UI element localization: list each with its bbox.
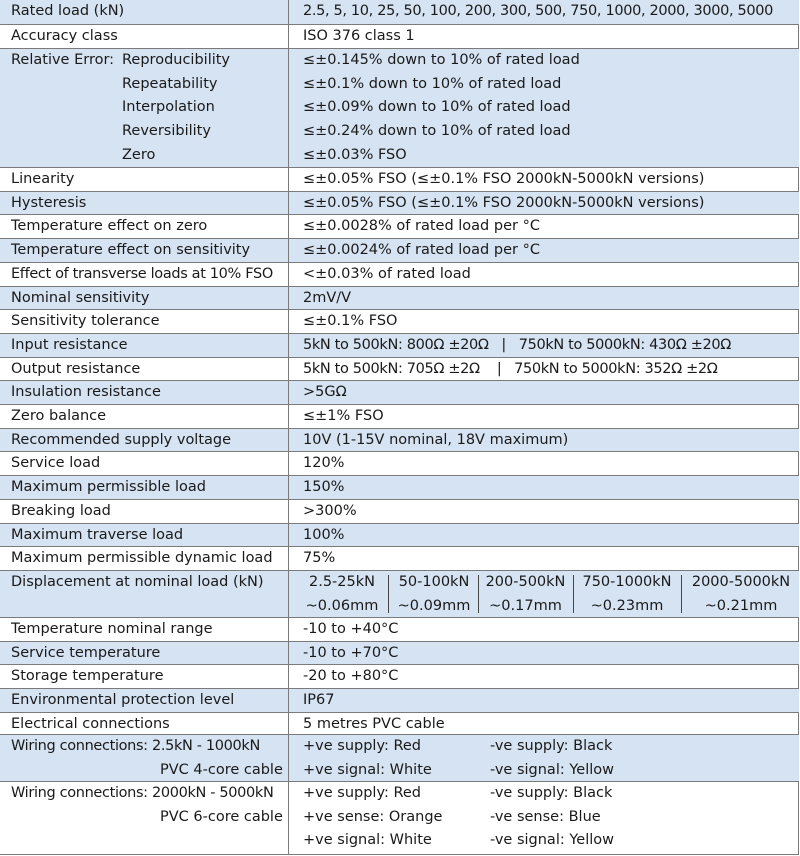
spec-value: 75%: [303, 550, 336, 567]
wire-negative: -ve sense: Blue: [490, 808, 601, 825]
spec-label: Relative Error:: [11, 52, 115, 68]
spec-value: 10V (1-15V nominal, 18V maximum): [303, 431, 569, 448]
spec-label: Input resistance: [11, 336, 128, 353]
displacement-range: 50-100kN: [398, 574, 470, 590]
spec-value: ≤±0.09% down to 10% of rated load: [303, 99, 571, 116]
sub-label: Zero: [122, 146, 156, 163]
spec-row: [0, 214, 799, 238]
sub-label: Repeatability: [122, 75, 218, 92]
spec-value: 2.5, 5, 10, 25, 50, 100, 200, 300, 500, 750, 1000, 2000, 3000, 5000: [303, 3, 774, 19]
spec-value: -10 to +40°C: [303, 621, 399, 637]
spec-row-relative-error: [0, 48, 799, 167]
spec-label: Rated load (kN): [11, 3, 125, 19]
spec-value: ≤±0.03% FSO: [303, 146, 407, 163]
spec-label: Displacement at nominal load (kN): [11, 574, 264, 590]
spec-row: [0, 167, 799, 191]
spec-label: Output resistance: [11, 360, 141, 377]
spec-label: Recommended supply voltage: [11, 431, 232, 448]
spec-value: -20 to +80°C: [303, 668, 399, 685]
spec-label: Temperature nominal range: [11, 621, 213, 637]
spec-row: [0, 333, 799, 357]
displacement-range: 750-1000kN: [582, 574, 672, 590]
spec-value: ≤±0.1% down to 10% of rated load: [303, 75, 562, 92]
displacement-value: ~0.09mm: [397, 597, 471, 614]
spec-label: Accuracy class: [11, 28, 118, 44]
spec-value: ≤±0.24% down to 10% of rated load: [303, 123, 571, 140]
spec-label: Breaking load: [11, 502, 111, 519]
spec-label: Effect of transverse loads at 10% FSO: [11, 265, 273, 282]
spec-row-wiring-4core: [0, 734, 799, 781]
spec-row: [0, 523, 799, 547]
sub-label: Reproducibility: [122, 52, 231, 68]
spec-value: ISO 376 class 1: [303, 28, 415, 44]
spec-value: 5kN to 500kN: 800Ω ±20Ω | 750kN to 5000kN: 430Ω ±20Ω: [303, 336, 732, 353]
spec-value: ≤±0.05% FSO (≤±0.1% FSO 2000kN-5000kN versions): [303, 171, 705, 187]
wiring-label: Wiring connections: 2000kN - 5000kN: [11, 785, 274, 801]
displacement-value: ~0.06mm: [305, 597, 379, 614]
spec-label: Temperature effect on sensitivity: [11, 242, 251, 259]
spec-row: [0, 262, 799, 286]
spec-label: Maximum permissible load: [11, 479, 206, 496]
spec-label: Hysteresis: [11, 194, 87, 211]
wiring-label: Wiring connections: 2.5kN - 1000kN: [11, 738, 260, 754]
spec-value: 5 metres PVC cable: [303, 715, 445, 732]
cable-type: PVC 6-core cable: [160, 808, 283, 825]
spec-row: [0, 499, 799, 523]
spec-label: Service load: [11, 455, 101, 472]
spec-value: ≤±1% FSO: [303, 408, 384, 424]
column-divider: [288, 0, 289, 855]
spec-value: ≤±0.0024% of rated load per °C: [303, 242, 540, 259]
spec-label: Temperature effect on zero: [11, 218, 208, 235]
spec-label: Nominal sensitivity: [11, 289, 150, 306]
spec-row: [0, 191, 799, 215]
spec-value: 100%: [303, 526, 345, 543]
displacement-value: ~0.17mm: [489, 597, 562, 614]
spec-row: [0, 641, 799, 665]
spec-row: [0, 712, 799, 734]
spec-label: Maximum traverse load: [11, 526, 184, 543]
wire-positive: +ve supply: Red: [303, 785, 422, 801]
spec-row: [0, 688, 799, 712]
spec-label: Zero balance: [11, 408, 107, 424]
spec-label: Insulation resistance: [11, 384, 161, 401]
wire-positive: +ve sense: Orange: [303, 808, 443, 825]
spec-value: ≤±0.05% FSO (≤±0.1% FSO 2000kN-5000kN versions): [303, 194, 705, 211]
displacement-value: ~0.23mm: [590, 597, 664, 614]
displacement-range: 2.5-25kN: [309, 574, 375, 590]
spec-row-accuracy-class: [0, 24, 799, 48]
wire-positive: +ve supply: Red: [303, 738, 422, 754]
spec-row: [0, 309, 799, 333]
spec-row: [0, 357, 799, 381]
spec-value: 150%: [303, 479, 345, 496]
spec-row: [0, 286, 799, 310]
spec-row: [0, 238, 799, 262]
wire-positive: +ve signal: White: [303, 832, 432, 849]
spec-row: [0, 475, 799, 499]
column-divider: [681, 575, 682, 613]
spec-row: [0, 404, 799, 428]
spec-row: [0, 380, 799, 404]
spec-row-displacement: [0, 570, 799, 617]
spec-label: Electrical connections: [11, 715, 170, 732]
wire-negative: -ve supply: Black: [490, 785, 613, 801]
spec-label: Maximum permissible dynamic load: [11, 550, 273, 567]
spec-label: Sensitivity tolerance: [11, 313, 160, 330]
spec-label: Service temperature: [11, 644, 161, 661]
spec-value: >300%: [303, 502, 357, 519]
spec-value: -10 to +70°C: [303, 644, 399, 661]
wire-negative: -ve supply: Black: [490, 738, 613, 754]
sub-label: Interpolation: [122, 99, 215, 116]
spec-value: 120%: [303, 455, 345, 472]
cable-type: PVC 4-core cable: [160, 761, 283, 778]
spec-row-wiring-6core: [0, 781, 799, 855]
spec-row: [0, 428, 799, 452]
spec-row-rated-load: [0, 0, 799, 24]
spec-value: >5GΩ: [303, 384, 347, 401]
displacement-range: 200-500kN: [485, 574, 566, 590]
spec-row: [0, 546, 799, 570]
spec-value: 5kN to 500kN: 705Ω ±2Ω | 750kN to 5000kN: 352Ω ±2Ω: [303, 360, 718, 377]
spec-row: [0, 664, 799, 688]
spec-row: [0, 451, 799, 475]
wire-negative: -ve signal: Yellow: [490, 832, 614, 849]
wire-negative: -ve signal: Yellow: [490, 761, 614, 778]
wire-positive: +ve signal: White: [303, 761, 432, 778]
spec-label: Linearity: [11, 171, 75, 187]
spec-value: IP67: [303, 692, 335, 709]
spec-label: Environmental protection level: [11, 692, 235, 709]
spec-value: 2mV/V: [303, 289, 352, 306]
spec-row: [0, 617, 799, 641]
displacement-range: 2000-5000kN: [691, 574, 791, 590]
column-divider: [388, 575, 389, 613]
spec-value: ≤±0.145% down to 10% of rated load: [303, 52, 580, 68]
sub-label: Reversibility: [122, 123, 211, 140]
spec-value: <±0.03% of rated load: [303, 265, 471, 282]
displacement-value: ~0.21mm: [704, 597, 778, 614]
spec-value: ≤±0.0028% of rated load per °C: [303, 218, 540, 235]
spec-label: Storage temperature: [11, 668, 164, 685]
spec-value: ≤±0.1% FSO: [303, 313, 398, 330]
